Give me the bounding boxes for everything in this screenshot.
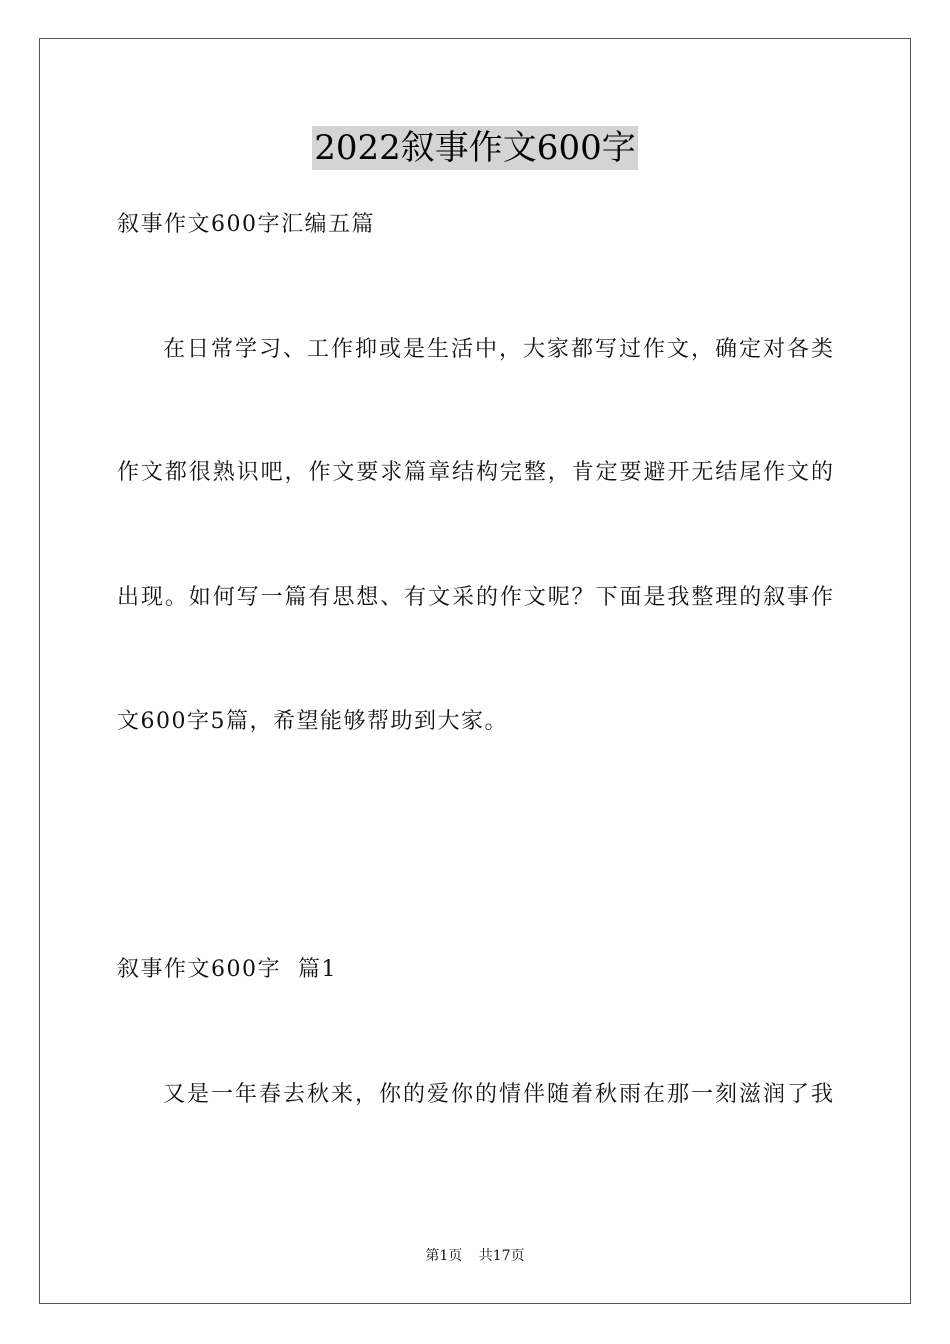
intro-line-3: 出现。如何写一篇有思想、有文采的作文呢？下面是我整理的叙事作	[117, 585, 833, 610]
intro-line-2: 作文都很熟识吧，作文要求篇章结构完整，肯定要避开无结尾作文的	[117, 460, 833, 485]
document-subtitle: 叙事作文600字汇编五篇	[117, 212, 375, 237]
page-footer	[0, 1247, 950, 1265]
page-number: 第1页	[425, 1248, 463, 1264]
intro-line-1: 在日常学习、工作抑或是生活中，大家都写过作文，确定对各类	[163, 337, 833, 362]
intro-line-4: 文600字5篇，希望能够帮助到大家。	[117, 709, 508, 734]
document-title: 2022叙事作文600字	[314, 128, 636, 168]
section-heading: 叙事作文600字 篇1	[117, 957, 337, 982]
page-total: 共17页	[478, 1248, 525, 1264]
section-line-1: 又是一年春去秋来，你的爱你的情伴随着秋雨在那一刻滋润了我	[163, 1082, 833, 1107]
title-container	[0, 126, 950, 170]
